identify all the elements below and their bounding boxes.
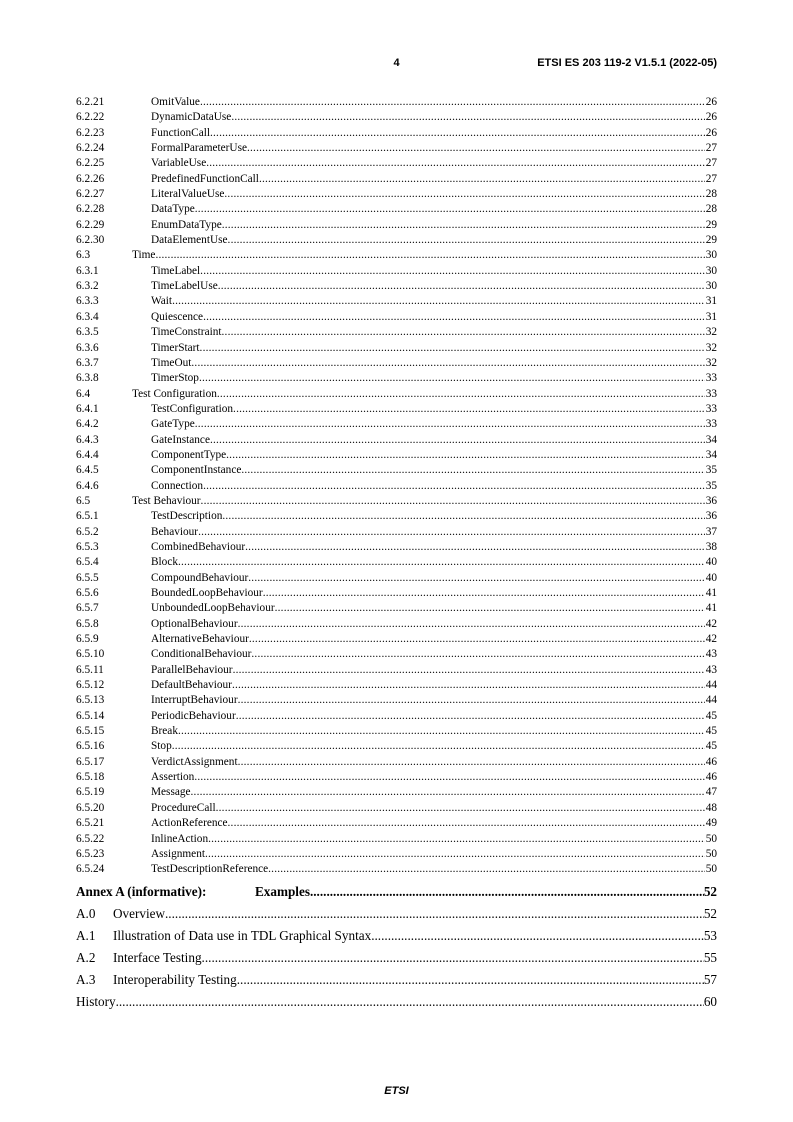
toc-entry[interactable] xyxy=(76,862,717,877)
entry-title: Test Configuration xyxy=(132,387,217,400)
dot-leader xyxy=(217,387,705,402)
entry-number: 6.2.24 xyxy=(76,142,105,155)
dot-leader xyxy=(228,816,705,831)
toc-entry[interactable] xyxy=(76,341,717,356)
toc-entry[interactable] xyxy=(76,218,717,233)
entry-title: OptionalBehaviour xyxy=(151,617,238,630)
entry-page: 28 xyxy=(705,188,717,201)
entry-title: Wait xyxy=(151,295,173,308)
entry-number: 6.5.4 xyxy=(76,556,99,569)
dot-leader xyxy=(259,172,705,187)
history-title: History xyxy=(76,993,116,1009)
annex-entry[interactable] xyxy=(76,925,717,947)
table-of-contents xyxy=(76,95,717,1013)
entry-page: 50 xyxy=(705,863,717,876)
toc-entry[interactable] xyxy=(76,525,717,540)
entry-title: InterruptBehaviour xyxy=(151,694,238,707)
toc-entry[interactable] xyxy=(76,509,717,524)
entry-page: 55 xyxy=(703,949,717,965)
entry-page: 27 xyxy=(705,157,717,170)
entry-number: 6.5.22 xyxy=(76,832,105,845)
dot-leader xyxy=(191,356,704,371)
toc-entry[interactable] xyxy=(76,647,717,662)
entry-number: 6.5.19 xyxy=(76,786,105,799)
entry-number: 6.4.5 xyxy=(76,464,99,477)
entry-number: 6.3.4 xyxy=(76,310,99,323)
dot-leader xyxy=(208,832,705,847)
dot-leader xyxy=(172,294,705,309)
dot-leader xyxy=(200,341,705,356)
entry-title: Quiescence xyxy=(151,310,204,323)
toc-entry[interactable] xyxy=(76,693,717,708)
toc-entry[interactable] xyxy=(76,617,717,632)
dot-leader xyxy=(268,862,705,877)
entry-page: 41 xyxy=(705,602,717,615)
dot-leader xyxy=(238,617,705,632)
dot-leader xyxy=(216,801,705,816)
toc-entry[interactable] xyxy=(76,402,717,417)
toc-entry[interactable] xyxy=(76,571,717,586)
entry-page: 45 xyxy=(705,709,717,722)
entry-title: Assignment xyxy=(151,847,205,860)
dot-leader xyxy=(241,463,704,478)
page-number: 4 xyxy=(393,57,400,69)
toc-entry[interactable] xyxy=(76,141,717,156)
entry-number: 6.5.23 xyxy=(76,847,105,860)
entry-number: 6.3.2 xyxy=(76,280,99,293)
dot-leader xyxy=(195,417,705,432)
entry-title: CombinedBehaviour xyxy=(151,540,246,553)
entry-title: ActionReference xyxy=(151,817,228,830)
entry-title: GateType xyxy=(151,418,195,431)
entry-page: 29 xyxy=(705,234,717,247)
entry-page: 33 xyxy=(705,387,717,400)
toc-entry[interactable] xyxy=(76,264,717,279)
dot-leader xyxy=(236,709,705,724)
entry-page: 44 xyxy=(705,679,717,692)
entry-page: 50 xyxy=(705,832,717,845)
entry-number: 6.4 xyxy=(76,387,91,400)
entry-number: 6.2.26 xyxy=(76,172,105,185)
entry-title: TimerStop xyxy=(151,372,199,385)
dot-leader xyxy=(172,739,705,754)
dot-leader xyxy=(248,571,704,586)
toc-entry[interactable] xyxy=(76,110,717,125)
entry-page: 30 xyxy=(705,249,717,262)
entry-page: 33 xyxy=(705,418,717,431)
dot-leader xyxy=(210,126,705,141)
entry-title: OmitValue xyxy=(151,96,200,108)
toc-entry[interactable] xyxy=(76,294,717,309)
entry-number: 6.5.8 xyxy=(76,617,99,630)
entry-page: 26 xyxy=(705,111,717,124)
dot-leader xyxy=(310,881,704,903)
toc-entry[interactable] xyxy=(76,816,717,831)
entry-title: Block xyxy=(151,556,178,569)
dot-leader xyxy=(247,141,705,156)
entry-title: UnboundedLoopBehaviour xyxy=(151,602,275,615)
entry-number: 6.5 xyxy=(76,494,91,507)
entry-number: 6.5.7 xyxy=(76,602,99,615)
entry-page: 46 xyxy=(705,771,717,784)
entry-page: 43 xyxy=(705,648,717,661)
entry-title: ComponentType xyxy=(151,448,227,461)
entry-page: 38 xyxy=(705,540,717,553)
entry-page: 32 xyxy=(705,341,717,354)
toc-entry[interactable] xyxy=(76,586,717,601)
entry-page: 36 xyxy=(705,510,717,523)
dot-leader xyxy=(222,218,705,233)
annex-page: 52 xyxy=(703,883,717,899)
entry-number: 6.4.3 xyxy=(76,433,99,446)
entry-number: 6.4.4 xyxy=(76,448,99,461)
entry-page: 53 xyxy=(703,927,717,943)
entry-number: 6.4.2 xyxy=(76,418,99,431)
dot-leader xyxy=(202,947,704,969)
entry-number: A.2 xyxy=(76,949,96,965)
entry-page: 31 xyxy=(705,310,717,323)
entry-number: 6.2.27 xyxy=(76,188,105,201)
entry-title: Illustration of Data use in TDL Graphical Syntax xyxy=(113,927,372,943)
entry-title: Connection xyxy=(151,479,204,492)
entry-title: TestConfiguration xyxy=(151,402,234,415)
dot-leader xyxy=(198,525,705,540)
entry-title: TimeLabelUse xyxy=(151,280,218,293)
entry-number: A.0 xyxy=(76,905,96,921)
entry-page: 28 xyxy=(705,203,717,216)
entry-title: FunctionCall xyxy=(151,126,210,139)
entry-number: 6.5.13 xyxy=(76,694,105,707)
toc-entry[interactable] xyxy=(76,724,717,739)
entry-page: 40 xyxy=(705,556,717,569)
entry-page: 27 xyxy=(705,172,717,185)
entry-page: 46 xyxy=(705,755,717,768)
dot-leader xyxy=(200,95,705,110)
entry-title: DefaultBehaviour xyxy=(151,679,232,692)
dot-leader xyxy=(205,847,705,862)
entry-page: 49 xyxy=(705,817,717,830)
entry-page: 43 xyxy=(705,663,717,676)
dot-leader xyxy=(231,110,704,125)
entry-title: Behaviour xyxy=(151,525,199,538)
annex-label: Annex A (informative): xyxy=(76,883,207,899)
entry-number: A.3 xyxy=(76,971,96,987)
toc-annex-heading[interactable] xyxy=(76,881,717,903)
dot-leader xyxy=(195,202,705,217)
entry-page: 45 xyxy=(705,740,717,753)
annex-entry[interactable] xyxy=(76,903,717,925)
entry-page: 27 xyxy=(705,142,717,155)
dot-leader xyxy=(203,479,705,494)
entry-number: 6.2.30 xyxy=(76,234,105,247)
toc-entries xyxy=(76,95,717,878)
dot-leader xyxy=(245,540,705,555)
dot-leader xyxy=(155,248,704,263)
entry-number: 6.5.10 xyxy=(76,648,105,661)
entry-title: TimerStart xyxy=(151,341,200,354)
entry-number: 6.5.20 xyxy=(76,801,105,814)
entry-number: 6.2.25 xyxy=(76,157,105,170)
entry-number: 6.3.6 xyxy=(76,341,99,354)
dot-leader xyxy=(191,785,705,800)
entry-number: 6.5.3 xyxy=(76,540,99,553)
toc-history[interactable] xyxy=(76,991,717,1013)
entry-number: 6.5.16 xyxy=(76,740,105,753)
toc-entry[interactable] xyxy=(76,95,717,110)
entry-number: 6.5.1 xyxy=(76,510,99,523)
entry-page: 35 xyxy=(705,479,717,492)
entry-page: 37 xyxy=(705,525,717,538)
entry-title: Assertion xyxy=(151,771,195,784)
entry-number: 6.3.1 xyxy=(76,264,99,277)
entry-number: 6.3.5 xyxy=(76,326,99,339)
entry-page: 34 xyxy=(705,448,717,461)
dot-leader xyxy=(263,586,705,601)
dot-leader xyxy=(371,925,704,947)
dot-leader xyxy=(201,494,705,509)
entry-title: VerdictAssignment xyxy=(151,755,238,768)
entry-title: Overview xyxy=(113,905,165,921)
page-header xyxy=(76,57,717,73)
dot-leader xyxy=(200,264,705,279)
toc-entry[interactable] xyxy=(76,463,717,478)
entry-page: 35 xyxy=(705,464,717,477)
toc-entry[interactable] xyxy=(76,187,717,202)
entry-page: 42 xyxy=(705,633,717,646)
entry-title: TestDescription xyxy=(151,510,223,523)
entry-page: 42 xyxy=(705,617,717,630)
entry-number: 6.3.3 xyxy=(76,295,99,308)
entry-number: A.1 xyxy=(76,927,96,943)
entry-page: 30 xyxy=(705,264,717,277)
entry-title: Interface Testing xyxy=(113,949,202,965)
toc-entry[interactable] xyxy=(76,356,717,371)
entry-title: TimeLabel xyxy=(151,264,201,277)
toc-entry[interactable] xyxy=(76,202,717,217)
dot-leader xyxy=(199,371,705,386)
page-footer: ETSI xyxy=(384,1085,409,1097)
entry-page: 29 xyxy=(705,218,717,231)
entry-number: 6.5.6 xyxy=(76,587,99,599)
history-page: 60 xyxy=(703,993,717,1009)
dot-leader xyxy=(194,770,704,785)
entry-title: DataType xyxy=(151,203,195,216)
entry-number: 6.5.9 xyxy=(76,633,99,646)
dot-leader xyxy=(116,991,704,1013)
entry-page: 32 xyxy=(705,326,717,339)
annex-entry[interactable] xyxy=(76,969,717,991)
entry-number: 6.5.12 xyxy=(76,679,105,692)
entry-page: 52 xyxy=(703,905,717,921)
entry-page: 34 xyxy=(705,433,717,446)
toc-entry[interactable] xyxy=(76,555,717,570)
entry-page: 57 xyxy=(703,971,717,987)
dot-leader xyxy=(210,433,705,448)
toc-entry[interactable] xyxy=(76,248,717,263)
toc-entry[interactable] xyxy=(76,433,717,448)
entry-title: Test Behaviour xyxy=(132,494,201,507)
entry-number: 6.4.6 xyxy=(76,479,99,492)
entry-page: 31 xyxy=(705,295,717,308)
entry-number: 6.5.14 xyxy=(76,709,105,722)
entry-number: 6.2.22 xyxy=(76,111,105,124)
dot-leader xyxy=(178,724,705,739)
annex-entries xyxy=(76,903,717,991)
entry-title: LiteralValueUse xyxy=(151,188,225,201)
entry-title: AlternativeBehaviour xyxy=(151,633,249,646)
annex-title: Examples xyxy=(255,883,310,899)
toc-entry[interactable] xyxy=(76,417,717,432)
entry-title: PredefinedFunctionCall xyxy=(151,172,259,185)
toc-entry[interactable] xyxy=(76,310,717,325)
toc-entry[interactable] xyxy=(76,678,717,693)
entry-number: 6.5.18 xyxy=(76,771,105,784)
dot-leader xyxy=(237,969,704,991)
entry-number: 6.5.15 xyxy=(76,725,105,738)
toc-entry[interactable] xyxy=(76,601,717,616)
entry-title: CompoundBehaviour xyxy=(151,571,249,584)
entry-title: ParallelBehaviour xyxy=(151,663,233,676)
dot-leader xyxy=(206,156,704,171)
entry-page: 50 xyxy=(705,847,717,860)
entry-number: 6.3.8 xyxy=(76,372,99,385)
toc-entry[interactable] xyxy=(76,847,717,862)
entry-page: 41 xyxy=(705,587,717,599)
entry-number: 6.5.5 xyxy=(76,571,99,584)
toc-entry[interactable] xyxy=(76,540,717,555)
toc-entry[interactable] xyxy=(76,770,717,785)
entry-title: TimeConstraint xyxy=(151,326,222,339)
toc-entry[interactable] xyxy=(76,233,717,248)
entry-page: 47 xyxy=(705,786,717,799)
entry-page: 44 xyxy=(705,694,717,707)
dot-leader xyxy=(233,402,705,417)
entry-title: TimeOut xyxy=(151,356,192,369)
dot-leader xyxy=(232,678,705,693)
entry-title: GateInstance xyxy=(151,433,210,446)
entry-page: 26 xyxy=(705,96,717,108)
entry-title: TestDescriptionReference xyxy=(151,863,269,876)
entry-number: 6.5.24 xyxy=(76,863,105,876)
entry-number: 6.2.28 xyxy=(76,203,105,216)
entry-title: Break xyxy=(151,725,178,738)
entry-number: 6.5.21 xyxy=(76,817,105,830)
entry-number: 6.5.2 xyxy=(76,525,99,538)
toc-entry[interactable] xyxy=(76,832,717,847)
toc-entry[interactable] xyxy=(76,785,717,800)
document-id: ETSI ES 203 119-2 V1.5.1 (2022-05) xyxy=(537,57,717,69)
entry-title: Message xyxy=(151,786,191,799)
toc-entry[interactable] xyxy=(76,739,717,754)
entry-title: FormalParameterUse xyxy=(151,142,247,155)
entry-number: 6.5.11 xyxy=(76,663,104,676)
entry-number: 6.4.1 xyxy=(76,402,99,415)
toc-entry[interactable] xyxy=(76,801,717,816)
dot-leader xyxy=(238,693,705,708)
toc-entry[interactable] xyxy=(76,172,717,187)
dot-leader xyxy=(238,755,705,770)
toc-entry[interactable] xyxy=(76,709,717,724)
entry-title: Stop xyxy=(151,740,172,753)
entry-page: 32 xyxy=(705,356,717,369)
dot-leader xyxy=(218,279,705,294)
toc-entry[interactable] xyxy=(76,479,717,494)
entry-page: 33 xyxy=(705,372,717,385)
dot-leader xyxy=(226,448,705,463)
toc-entry[interactable] xyxy=(76,387,717,402)
toc-entry[interactable] xyxy=(76,279,717,294)
entry-page: 40 xyxy=(705,571,717,584)
dot-leader xyxy=(224,187,704,202)
toc-entry[interactable] xyxy=(76,755,717,770)
dot-leader xyxy=(165,903,704,925)
entry-title: InlineAction xyxy=(151,832,209,845)
entry-title: EnumDataType xyxy=(151,218,222,231)
toc-entry[interactable] xyxy=(76,494,717,509)
entry-number: 6.2.23 xyxy=(76,126,105,139)
entry-number: 6.3.7 xyxy=(76,356,99,369)
entry-page: 30 xyxy=(705,280,717,293)
dot-leader xyxy=(228,233,705,248)
entry-title: DataElementUse xyxy=(151,234,228,247)
toc-entry[interactable] xyxy=(76,156,717,171)
toc-entry[interactable] xyxy=(76,632,717,647)
dot-leader xyxy=(251,647,704,662)
entry-title: ConditionalBehaviour xyxy=(151,648,252,661)
toc-entry[interactable] xyxy=(76,663,717,678)
toc-entry[interactable] xyxy=(76,126,717,141)
dot-leader xyxy=(222,509,704,524)
dot-leader xyxy=(203,310,705,325)
entry-title: ProcedureCall xyxy=(151,801,216,814)
entry-page: 33 xyxy=(705,402,717,415)
toc-entry[interactable] xyxy=(76,325,717,340)
annex-entry[interactable] xyxy=(76,947,717,969)
dot-leader xyxy=(275,601,705,616)
entry-title: VariableUse xyxy=(151,157,207,170)
entry-title: ComponentInstance xyxy=(151,464,242,477)
entry-number: 6.3 xyxy=(76,249,91,262)
entry-title: Time xyxy=(132,249,156,262)
toc-entry[interactable] xyxy=(76,371,717,386)
entry-page: 26 xyxy=(705,126,717,139)
dot-leader xyxy=(222,325,705,340)
dot-leader xyxy=(249,632,705,647)
entry-title: PeriodicBehaviour xyxy=(151,709,236,722)
entry-page: 36 xyxy=(705,494,717,507)
entry-title: Interoperability Testing xyxy=(113,971,237,987)
entry-number: 6.2.21 xyxy=(76,96,105,108)
entry-number: 6.5.17 xyxy=(76,755,105,768)
toc-entry[interactable] xyxy=(76,448,717,463)
dot-leader xyxy=(233,663,705,678)
entry-page: 48 xyxy=(705,801,717,814)
entry-title: BoundedLoopBehaviour xyxy=(151,587,263,599)
entry-title: DynamicDataUse xyxy=(151,111,232,124)
entry-number: 6.2.29 xyxy=(76,218,105,231)
entry-page: 45 xyxy=(705,725,717,738)
dot-leader xyxy=(178,555,705,570)
